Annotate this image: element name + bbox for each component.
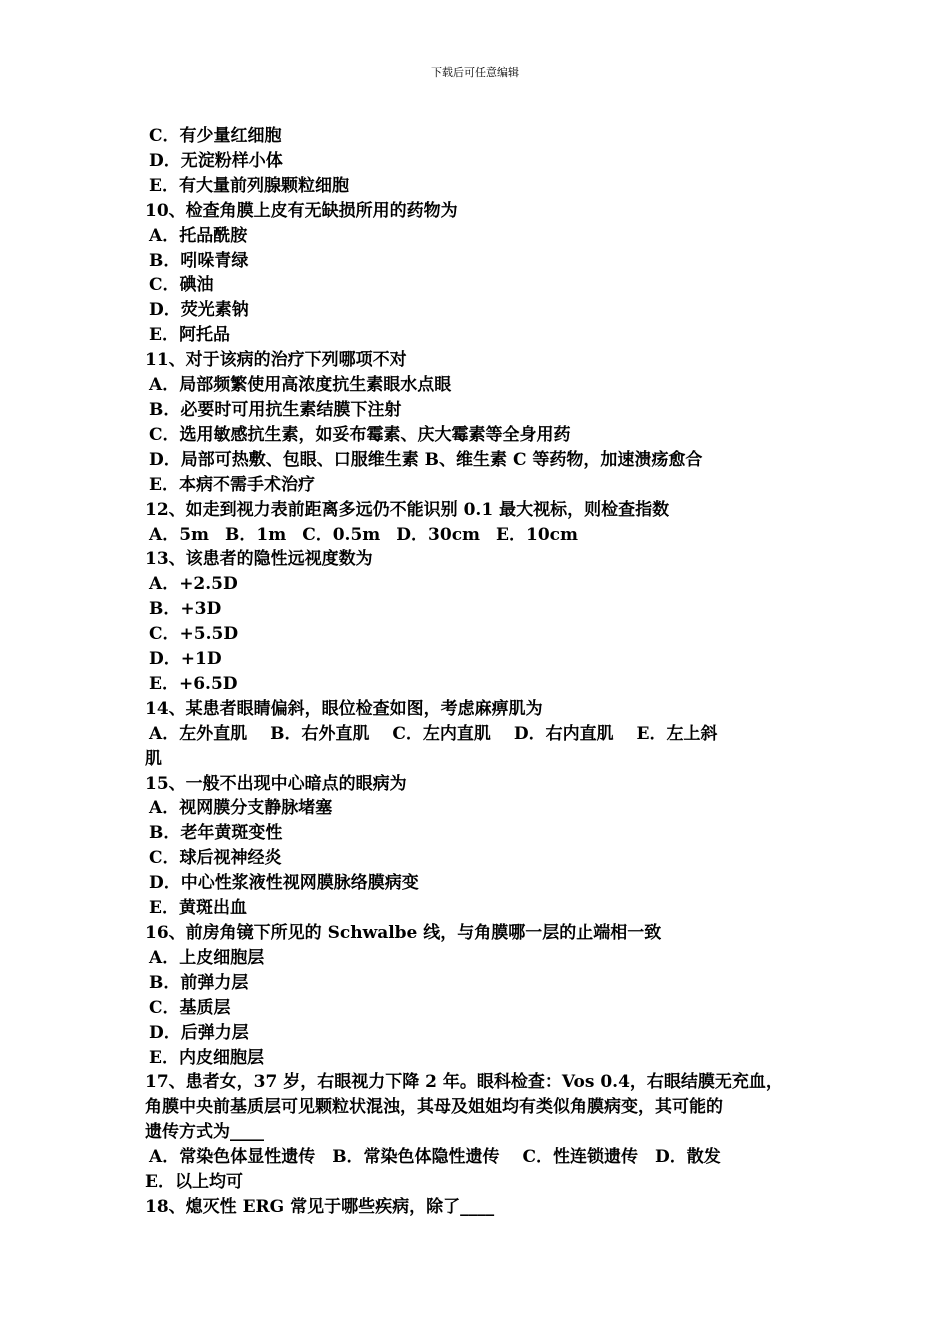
question-text: 13、该患者的隐性远视度数为 xyxy=(145,549,373,570)
option-item: C．0.5m xyxy=(302,524,381,545)
answer-option: D．+1D xyxy=(149,649,222,670)
answer-option: A．上皮细胞层 xyxy=(149,947,265,968)
option-item: D．30cm xyxy=(396,524,481,545)
question-text: 18、熄灭性 ERG 常见于哪些疾病，除了____ xyxy=(145,1196,495,1217)
answer-option: A．+2.5D xyxy=(149,574,238,595)
option-row xyxy=(145,523,811,548)
question-text: 16、前房角镜下所见的 Schwalbe 线，与角膜哪一层的止端相一致 xyxy=(145,923,662,943)
question-text: 17、患者女，37 岁，右眼视力下降 2 年。眼科检查：Vos 0.4，右眼结膜无充血， xyxy=(145,1072,783,1093)
page-header: 下载后可任意编辑 xyxy=(431,66,519,79)
question-text: 11、对于该病的治疗下列哪项不对 xyxy=(145,350,407,371)
question-list xyxy=(145,124,811,1220)
answer-option: B．老年黄斑变性 xyxy=(149,823,283,844)
answer-option: E．内皮细胞层 xyxy=(149,1047,264,1068)
answer-option: E．有大量前列腺颗粒细胞 xyxy=(149,175,349,196)
answer-option: D．局部可热敷、包眼、口服维生素 B、维生素 C 等药物，加速溃疡愈合 xyxy=(149,449,703,470)
answer-option: B．前弹力层 xyxy=(149,972,249,993)
answer-option: E．黄斑出血 xyxy=(149,898,247,919)
answer-option: D．后弹力层 xyxy=(149,1022,249,1043)
answer-option: C．碘油 xyxy=(149,275,214,296)
question-text: 遗传方式为____ xyxy=(145,1122,264,1143)
question-text: 14、某患者眼睛偏斜，眼位检查如图，考虑麻痹肌为 xyxy=(145,698,543,719)
answer-option: A．左外直肌 B．右外直肌 C．左内直肌 D．右内直肌 E．左上斜 xyxy=(149,723,718,744)
answer-option: C．选用敏感抗生素，如妥布霉素、庆大霉素等全身用药 xyxy=(149,424,571,445)
question-text: 肌 xyxy=(145,748,162,769)
question-text: 角膜中央前基质层可见颗粒状混浊，其母及姐姐均有类似角膜病变，其可能的 xyxy=(145,1097,723,1118)
answer-option: D．荧光素钠 xyxy=(149,300,249,321)
answer-option: C．球后视神经炎 xyxy=(149,848,282,869)
answer-option: E．阿托品 xyxy=(149,325,230,346)
answer-option: A．常染色体显性遗传 B．常染色体隐性遗传 C．性连锁遗传 D．散发 xyxy=(149,1147,721,1168)
option-item: B．1m xyxy=(225,524,287,545)
question-text: 12、如走到视力表前距离多远仍不能识别 0.1 最大视标，则检查指数 xyxy=(145,499,670,520)
option-item: A．5m xyxy=(149,524,210,545)
answer-option: B．+3D xyxy=(149,599,222,620)
answer-option: C．有少量红细胞 xyxy=(149,126,282,146)
answer-option: A．局部频繁使用高浓度抗生素眼水点眼 xyxy=(149,375,452,396)
answer-option: E．本病不需手术治疗 xyxy=(149,474,315,495)
question-text: 10、检查角膜上皮有无缺损所用的药物为 xyxy=(145,200,458,221)
answer-option: D．无淀粉样小体 xyxy=(149,150,283,171)
answer-option: E．+6.5D xyxy=(149,673,238,694)
answer-option: A．视网膜分支静脉堵塞 xyxy=(149,798,333,819)
answer-option: B．吲哚青绿 xyxy=(149,250,249,271)
question-text: E．以上均可 xyxy=(145,1172,243,1193)
option-item: E．10cm xyxy=(496,524,579,545)
answer-option: C．+5.5D xyxy=(149,624,239,645)
answer-option: A．托品酰胺 xyxy=(149,225,248,246)
answer-option: C．基质层 xyxy=(149,997,231,1018)
question-text: 15、一般不出现中心暗点的眼病为 xyxy=(145,773,407,794)
answer-option: B．必要时可用抗生素结膜下注射 xyxy=(149,399,402,420)
answer-option: D．中心性浆液性视网膜脉络膜病变 xyxy=(149,873,419,894)
